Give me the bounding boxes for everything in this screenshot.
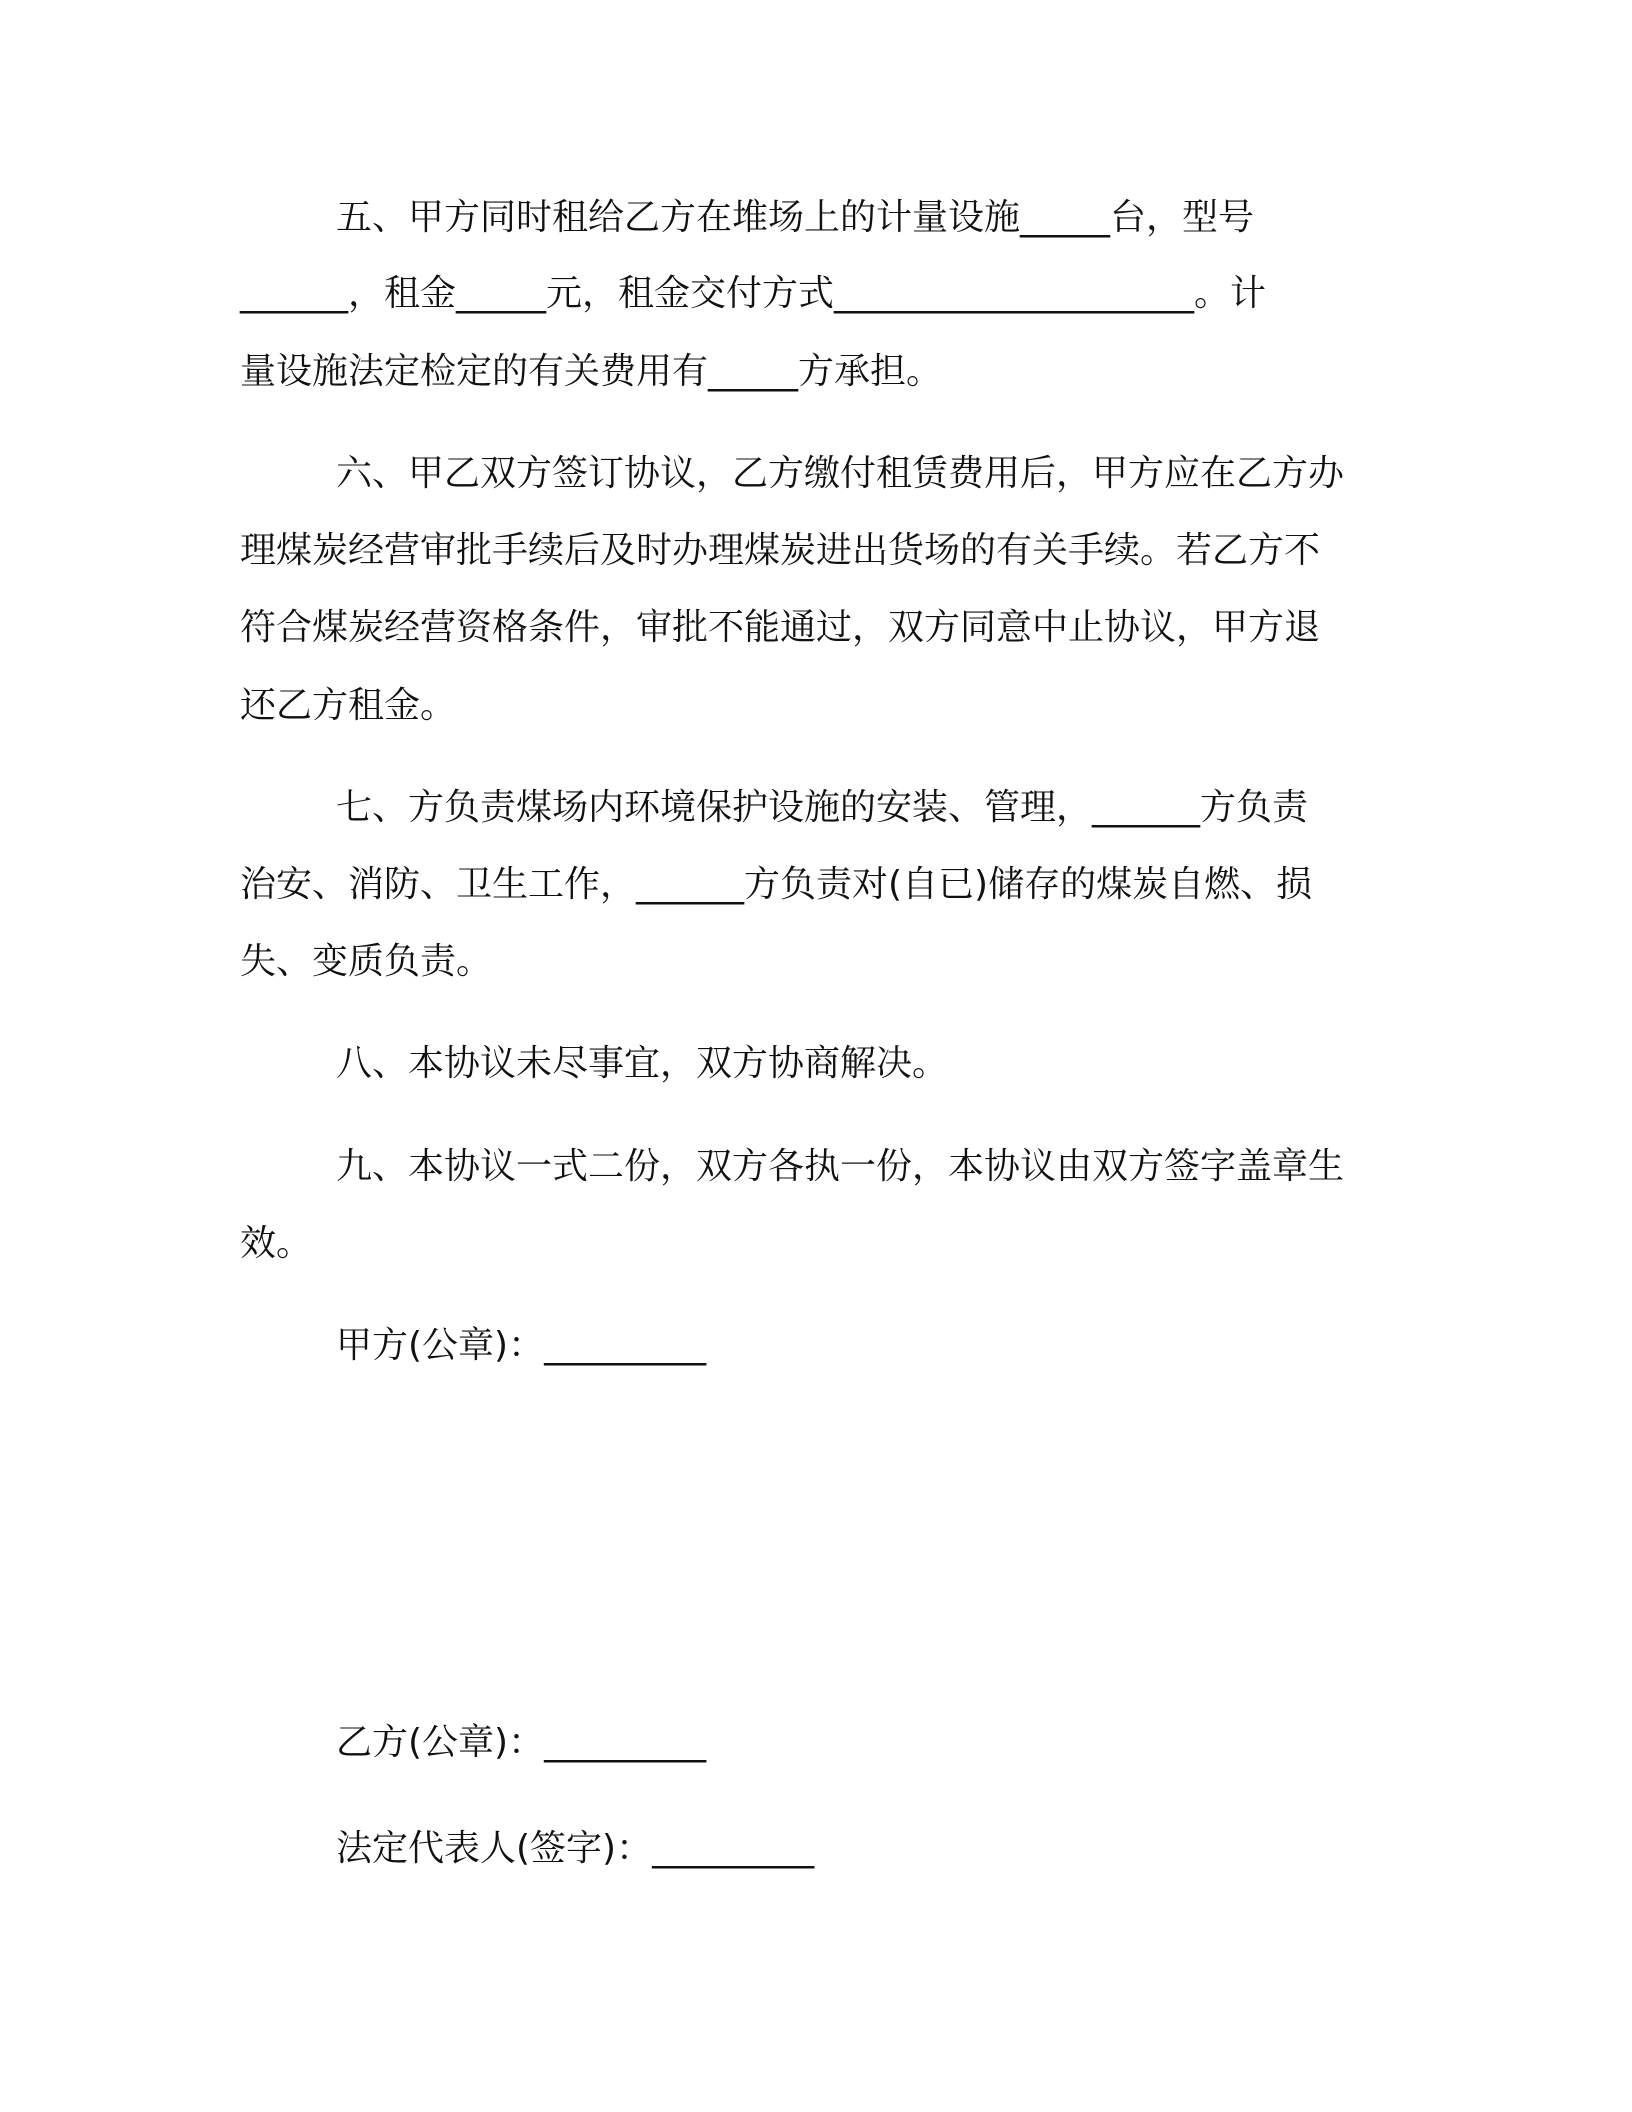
clause-7-line-3: 失、变质负责。 (240, 941, 493, 982)
clause-5-line-2: ______，租金_____元，租金交付方式____________________。计 (240, 273, 1267, 314)
clause-6-line-4: 还乙方租金。 (240, 685, 457, 726)
clause-7-line-1: 七、方负责煤场内环境保护设施的安装、管理，______方负责 (336, 787, 1309, 828)
clause-5-line-3: 量设施法定检定的有关费用有_____方承担。 (240, 351, 943, 392)
clause-6-line-1: 六、甲乙双方签订协议，乙方缴付租赁费用后，甲方应在乙方办 (336, 453, 1345, 494)
clause-9-line-2: 效。 (240, 1223, 313, 1264)
clause-9-line-1: 九、本协议一式二份，双方各执一份，本协议由双方签字盖章生 (336, 1146, 1345, 1187)
clause-8-line-1: 八、本协议未尽事宜，双方协商解决。 (336, 1043, 949, 1084)
clause-7-line-2: 治安、消防、卫生工作，______方负责对(自已)储存的煤炭自燃、损 (240, 864, 1313, 905)
party-b-seal-line: 乙方(公章)：_________ (336, 1722, 707, 1763)
clause-6-line-3: 符合煤炭经营资格条件，审批不能通过，双方同意中止协议，甲方退 (240, 607, 1321, 648)
legal-representative-signature-line: 法定代表人(签字)：_________ (336, 1828, 815, 1869)
party-a-seal-line: 甲方(公章)：_________ (336, 1325, 707, 1366)
clause-6-line-2: 理煤炭经营审批手续后及时办理煤炭进出货场的有关手续。若乙方不 (240, 530, 1321, 571)
clause-5-line-1: 五、甲方同时租给乙方在堆场上的计量设施_____台，型号 (336, 197, 1255, 238)
